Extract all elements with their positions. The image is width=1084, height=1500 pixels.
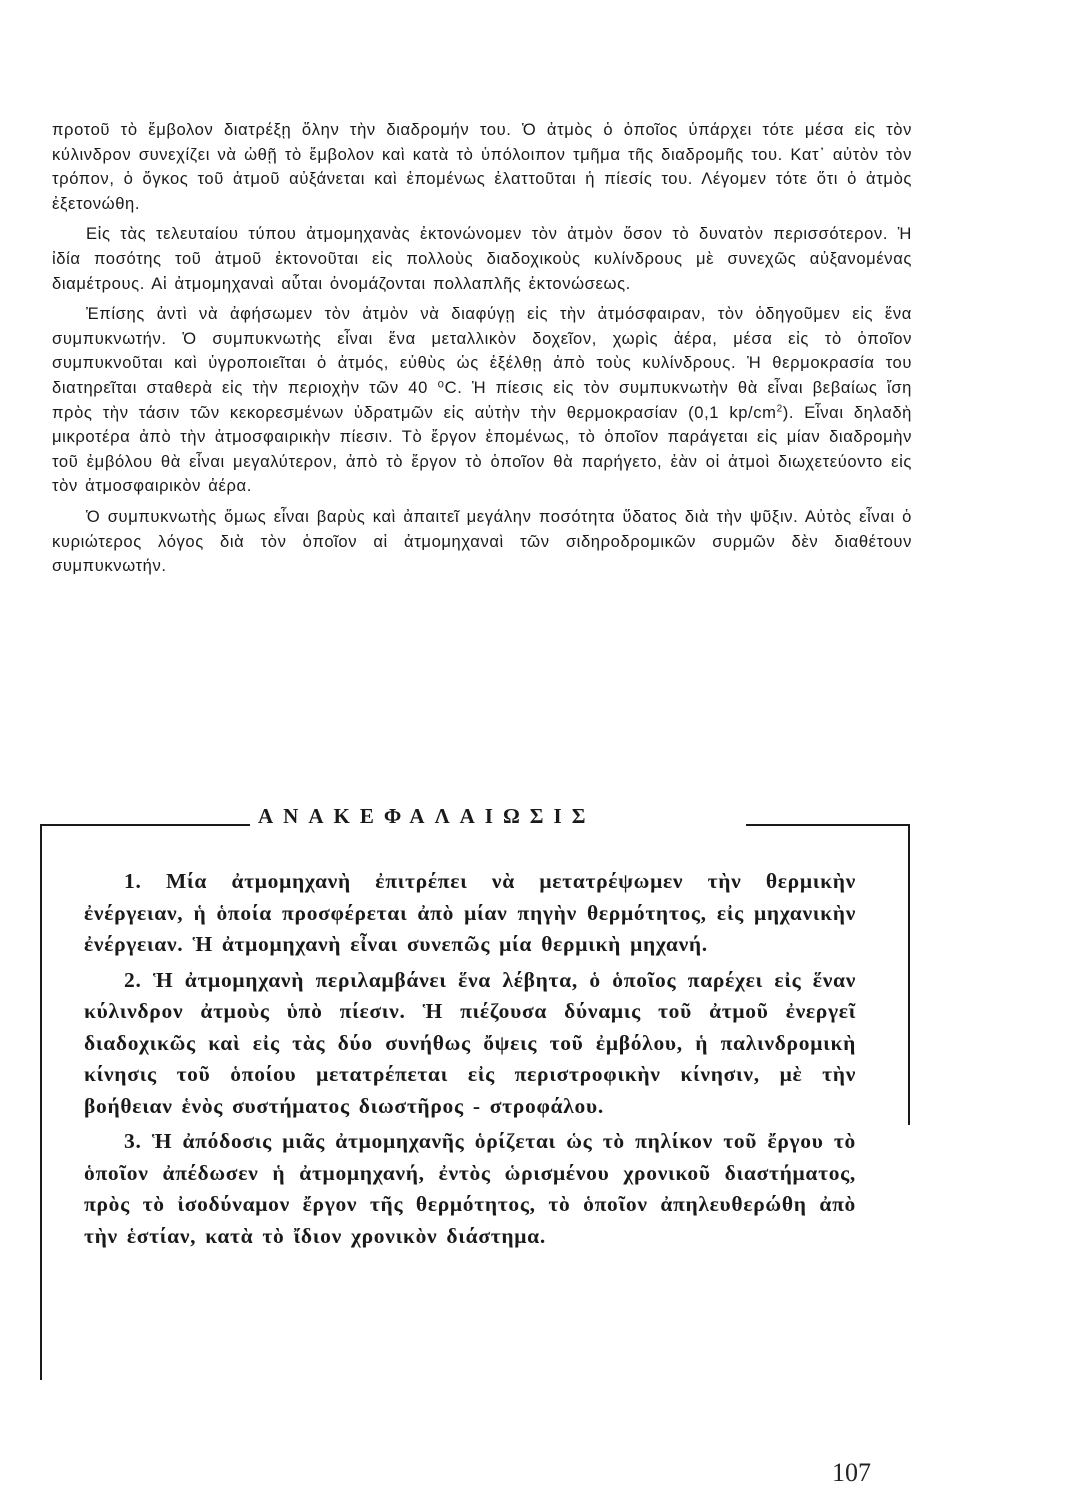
heading-rule-right bbox=[746, 824, 910, 826]
page-number: 107 bbox=[832, 1458, 871, 1487]
paragraph-2: Εἰς τὰς τελευταίου τύπου ἀτμομηχανὰς ἐκτονώνομεν τὸν ἀτμὸν ὅσον τὸ δυνατὸν περισσότερον. Ἡ ἰδία ποσότης τοῦ ἀτμοῦ ἐκτονοῦται εἰς πολλοὺς διαδοχικοὺς κυλίνδρους μὲ συνεχῶς αὐξανομένας διαμέτρους. Αἱ ἀτμομηχαναὶ αὗται ὀνομάζονται πολλαπλῆς ἐκτονώσεως. bbox=[52, 224, 912, 293]
paragraph-3-text-b: ). Εἶναι δηλαδὴ μικροτέρα ἀπὸ τὴν ἀτμοσφαιρικὴν πίεσιν. Τὸ ἔργον ἑπομένως, τὸ ὁποῖον παράγεται εἰς μίαν διαδρομὴν τοῦ ἐμβόλου θὰ εἶναι μεγαλύτερον, ἀπὸ τὸ ἔργον τὸ ὁποῖον θὰ παρήγετο, ἐὰν οἱ ἀτμοὶ διωχετεύοντο εἰς τὸν ἀτμοσφαιρικὸν ἀέρα. bbox=[52, 402, 912, 496]
heading-rule-left bbox=[40, 824, 250, 826]
paragraph-1: προτοῦ τὸ ἔμβολον διατρέξῃ ὅλην τὴν διαδρομήν του. Ὁ ἀτμὸς ὁ ὁποῖος ὑπάρχει τότε μέσα εἰς τὸν κύλινδρον συνεχίζει νὰ ὠθῇ τὸ ἔμβολον καὶ κατὰ τὸ ὑπόλοιπον τμῆμα τῆς διαδρομῆς του. Κατ᾽ αὐτὸν τὸν τρόπον, ὁ ὄγκος τοῦ ἀτμοῦ αὐξάνεται καὶ ἑπομένως ἐλαττοῦται ἡ πίεσίς του. Λέγομεν τότε ὅτι ὁ ἀτμὸς ἐξετονώθη. bbox=[52, 120, 912, 213]
summary-border-left bbox=[40, 825, 42, 1380]
summary-item-3: 3. Ἡ ἀπόδοσις μιᾶς ἀτμομηχανῆς ὁρίζεται ὡς τὸ πηλίκον τοῦ ἔργου τὸ ὁποῖον ἀπέδωσεν ἡ ἀτμομηχανή, ἐντὸς ὡρισμένου χρονικοῦ διαστήματος, πρὸς τὸ ἰσοδύναμον ἔργον τῆς θερμότητος, τὸ ὁποῖον ἀπηλευθερώθη ἀπὸ τὴν ἑστίαν, κατὰ τὸ ἴδιον χρονικὸν διάστημα. bbox=[84, 1129, 856, 1248]
summary-border-right bbox=[908, 825, 910, 1125]
summary-item-1: 1. Μία ἀτμομηχανὴ ἐπιτρέπει νὰ μετατρέψωμεν τὴν θερμικὴν ἐνέργειαν, ἡ ὁποία προσφέρεται ἀπὸ μίαν πηγὴν θερμότητος, εἰς μηχανικὴν ἐνέργειαν. Ἡ ἀτμομηχανὴ εἶναι συνεπῶς μία θερμικὴ μηχανή. bbox=[84, 869, 856, 956]
summary-list bbox=[84, 866, 856, 1256]
main-text bbox=[52, 118, 912, 585]
summary-heading bbox=[40, 796, 910, 832]
superscript-2: 2 bbox=[776, 403, 783, 414]
summary-title: ΑΝΑΚΕΦΑΛΑΙΩΣΙΣ bbox=[258, 804, 596, 828]
paragraph-3 bbox=[52, 302, 912, 499]
paragraph-3-text-a: Ἐπίσης ἀντὶ νὰ ἀφήσωμεν τὸν ἀτμὸν νὰ διαφύγῃ εἰς τὴν ἀτμόσφαιραν, τὸν ὁδηγοῦμεν εἰς ἕνα συμπυκνωτήν. Ὁ συμπυκνωτὴς εἶναι ἕνα μεταλλικὸν δοχεῖον, χωρὶς ἀέρα, μέσα εἰς τὸ ὁποῖον συμπυκνοῦται καὶ ὑγροποιεῖται ὁ ἀτμός, εὐθὺς ὡς ἐξέλθῃ ἀπὸ τοὺς κυλίνδρους. Ἡ θερμοκρασία του διατηρεῖται σταθερὰ εἰς τὴν περιοχὴν τῶν 40 ⁰C. Ἡ πίεσις εἰς τὸν συμπυκνωτὴν θὰ εἶναι βεβαίως ἴση πρὸς τὴν τάσιν τῶν κεκορεσμένων ὑδρατμῶν εἰς αὐτὴν τὴν θερμοκρασίαν (0,1 kp/cm bbox=[52, 304, 912, 422]
summary-item-2: 2. Ἡ ἀτμομηχανὴ περιλαμβάνει ἕνα λέβητα, ὁ ὁποῖος παρέχει εἰς ἕναν κύλινδρον ἀτμοὺς ὑπὸ πίεσιν. Ἡ πιέζουσα δύναμις τοῦ ἀτμοῦ ἐνεργεῖ διαδοχικῶς καὶ εἰς τὰς δύο συνήθως ὄψεις τοῦ ἐμβόλου, ἡ παλινδρομικὴ κίνησις τοῦ ὁποίου μετατρέπεται εἰς περιστροφικὴν κίνησιν, μὲ τὴν βοήθειαν ἑνὸς συστήματος διωστῆρος - στροφάλου. bbox=[84, 967, 856, 1118]
paragraph-4: Ὁ συμπυκνωτὴς ὅμως εἶναι βαρὺς καὶ ἀπαιτεῖ μεγάλην ποσότητα ὕδατος διὰ τὴν ψῦξιν. Αὐτὸς εἶναι ὁ κυριώτερος λόγος διὰ τὸν ὁποῖον αἱ ἀτμομηχαναὶ τῶν σιδηροδρομικῶν συρμῶν δὲν διαθέτουν συμπυκνωτήν. bbox=[52, 506, 912, 576]
